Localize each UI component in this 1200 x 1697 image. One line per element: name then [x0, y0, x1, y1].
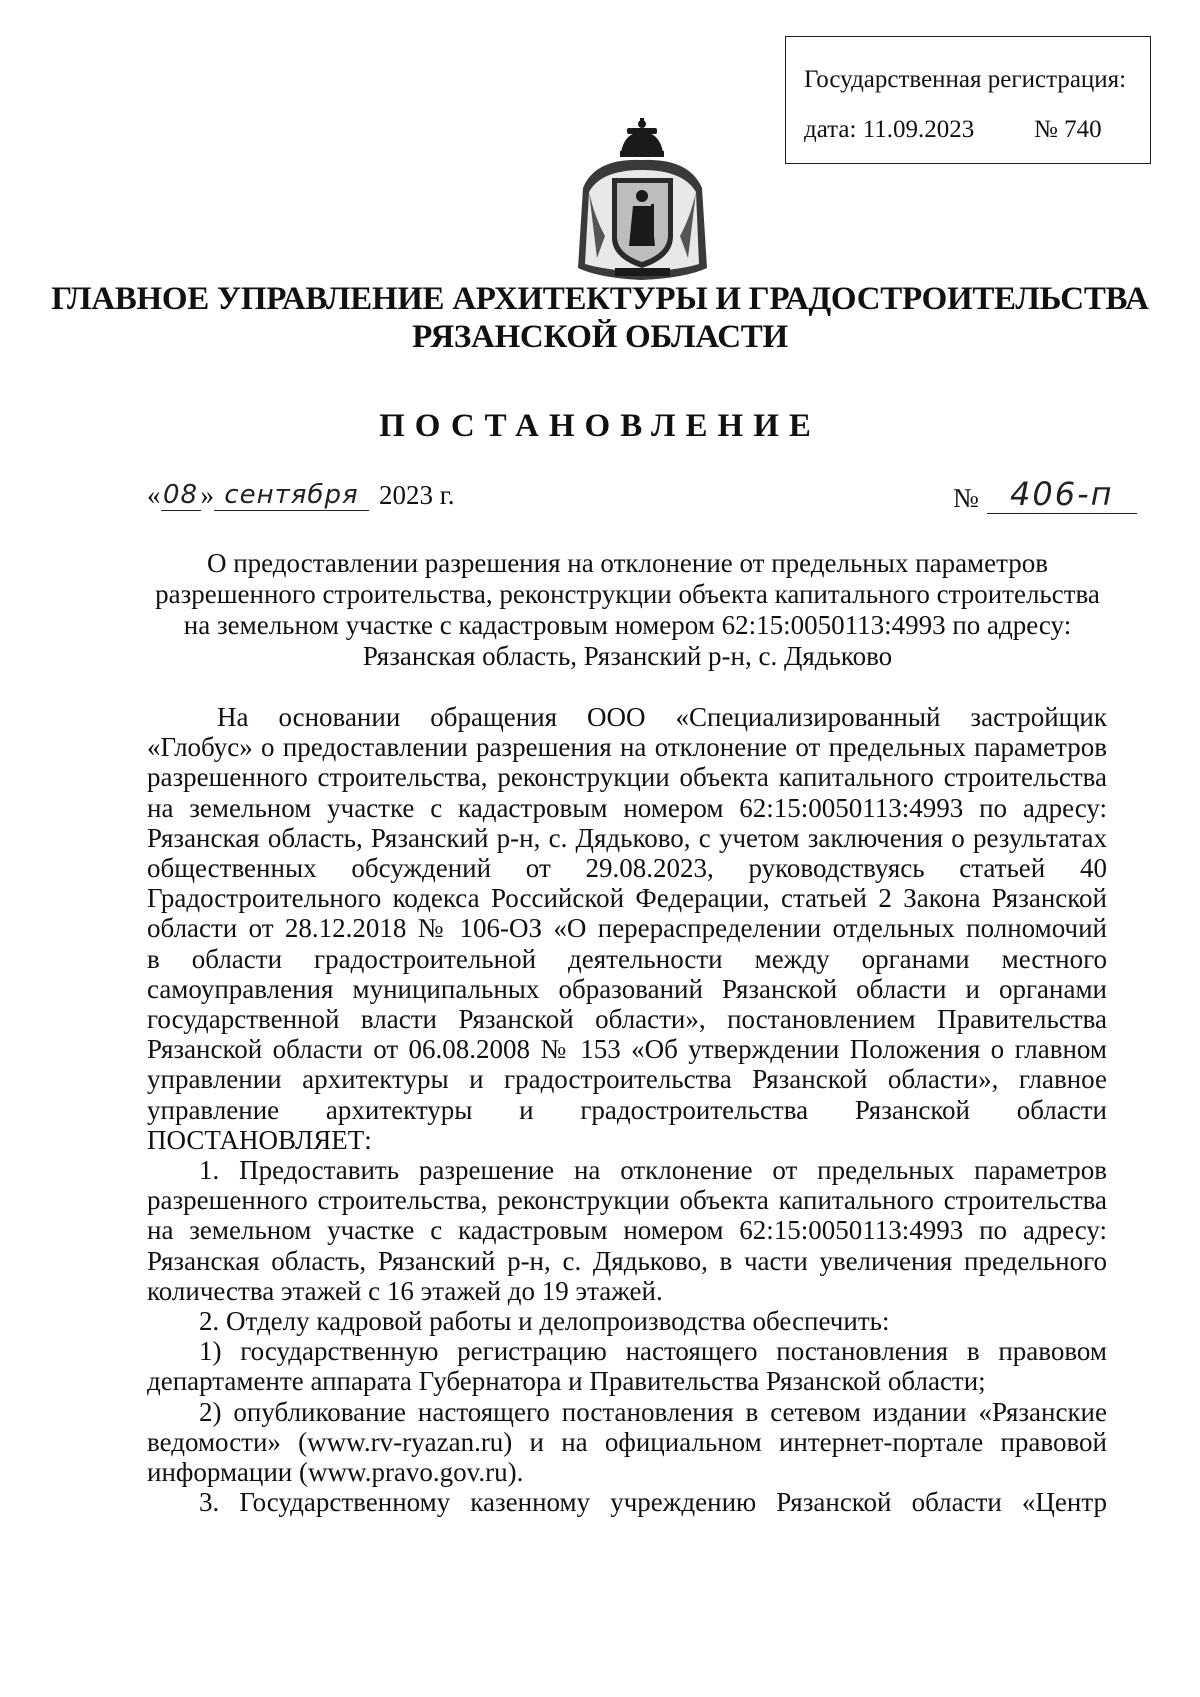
- date-day-handwritten: 08: [161, 480, 201, 511]
- body-line: Рязанская область, Рязанский р-н, с. Дядьково, в части увеличения предельного: [147, 1245, 1107, 1276]
- body-line: 3. Государственному казенному учреждению Рязанской области «Центр: [199, 1487, 1107, 1518]
- body-line: управлении архитектуры и градостроительства Рязанской области», главное: [147, 1064, 1107, 1095]
- body-line: на земельном участке с кадастровым номером 62:15:0050113:4993 по адресу:: [147, 792, 1107, 823]
- date-month-handwritten: сентября: [214, 480, 369, 511]
- coat-of-arms-icon: [575, 118, 710, 288]
- body-line: разрешенного строительства, реконструкции объекта капитального строительства: [147, 1185, 1107, 1216]
- document-body: [147, 702, 1107, 1517]
- body-line: 2. Отделу кадровой работы и делопроизводства обеспечить:: [199, 1306, 890, 1337]
- body-line: области от 28.12.2018 № 106-ОЗ «О перераспределении отдельных полномочий: [147, 913, 1107, 944]
- body-line: на земельном участке с кадастровым номером 62:15:0050113:4993 по адресу:: [147, 1215, 1107, 1246]
- registration-date: дата: 11.09.2023: [804, 116, 975, 143]
- subject-line: О предоставлении разрешения на отклонение от предельных параметров: [206, 548, 1049, 578]
- organization-name: [0, 280, 1200, 356]
- body-line: общественных обсуждений от 29.08.2023, руководствуясь статьей 40: [147, 853, 1107, 884]
- body-line: «Глобус» о предоставлении разрешения на отклонение от предельных параметров: [147, 732, 1107, 763]
- number-handwritten: 406-п: [987, 475, 1137, 514]
- body-line: департаменте аппарата Губернатора и Правительства Рязанской области;: [147, 1366, 986, 1397]
- registration-number: № 740: [1034, 116, 1102, 143]
- registration-stamp: [785, 36, 1151, 164]
- body-line: 2) опубликование настоящего постановления в сетевом издании «Рязанские: [199, 1396, 1107, 1427]
- body-line: в области градостроительной деятельности между органами местного: [147, 943, 1107, 974]
- organization-name-line: РЯЗАНСКОЙ ОБЛАСТИ: [412, 319, 788, 355]
- body-line: На основании обращения ООО «Специализированный застройщик: [217, 702, 1107, 732]
- document-date: [147, 480, 455, 511]
- body-line: разрешенного строительства, реконструкции объекта капитального строительства: [147, 762, 1107, 793]
- document-type: ПОСТАНОВЛЕНИЕ: [379, 408, 821, 444]
- date-open-quote: «: [147, 480, 161, 510]
- body-line: Рязанской области от 06.08.2008 № 153 «Об утверждении Положения о главном: [147, 1034, 1107, 1065]
- body-line: ведомости» (www.rv-ryazan.ru) и на официальном интернет-портале правовой: [147, 1426, 1107, 1457]
- body-line: Рязанская область, Рязанский р-н, с. Дядьково, с учетом заключения о результатах: [147, 822, 1107, 853]
- number-prefix: №: [953, 483, 979, 513]
- subject-line: Рязанская область, Рязанский р-н, с. Дядьково: [362, 641, 893, 671]
- body-line: количества этажей с 16 этажей до 19 этажей.: [147, 1275, 663, 1306]
- subject-line: разрешенного строительства, реконструкции объекта капитального строительства: [155, 579, 1100, 609]
- body-line-decision: ПОСТАНОВЛЯЕТ:: [147, 1124, 372, 1155]
- body-line: управление архитектуры и градостроительства Рязанской области: [147, 1094, 1107, 1125]
- body-line: Градостроительного кодекса Российской Федерации, статьей 2 Закона Рязанской: [147, 883, 1107, 914]
- organization-name-line: ГЛАВНОЕ УПРАВЛЕНИЕ АРХИТЕКТУРЫ И ГРАДОСТРОИТЕЛЬСТВА: [51, 281, 1149, 317]
- body-line: государственной власти Рязанской области», постановлением Правительства: [147, 1004, 1107, 1035]
- document-number: [953, 475, 1137, 514]
- body-line: информации (www.pravo.gov.ru).: [147, 1457, 524, 1488]
- body-line: самоуправления муниципальных образований Рязанской области и органами: [147, 973, 1107, 1004]
- subject-line: на земельном участке с кадастровым номером 62:15:0050113:4993 по адресу:: [183, 610, 1072, 640]
- date-close-quote: »: [200, 480, 214, 510]
- document-subject: [145, 548, 1110, 672]
- registration-title: Государственная регистрация:: [804, 66, 1127, 93]
- body-line: 1. Предоставить разрешение на отклонение от предельных параметров: [199, 1155, 1107, 1186]
- date-year: 2023 г.: [379, 480, 455, 510]
- body-line: 1) государственную регистрацию настоящего постановления в правовом: [199, 1336, 1107, 1367]
